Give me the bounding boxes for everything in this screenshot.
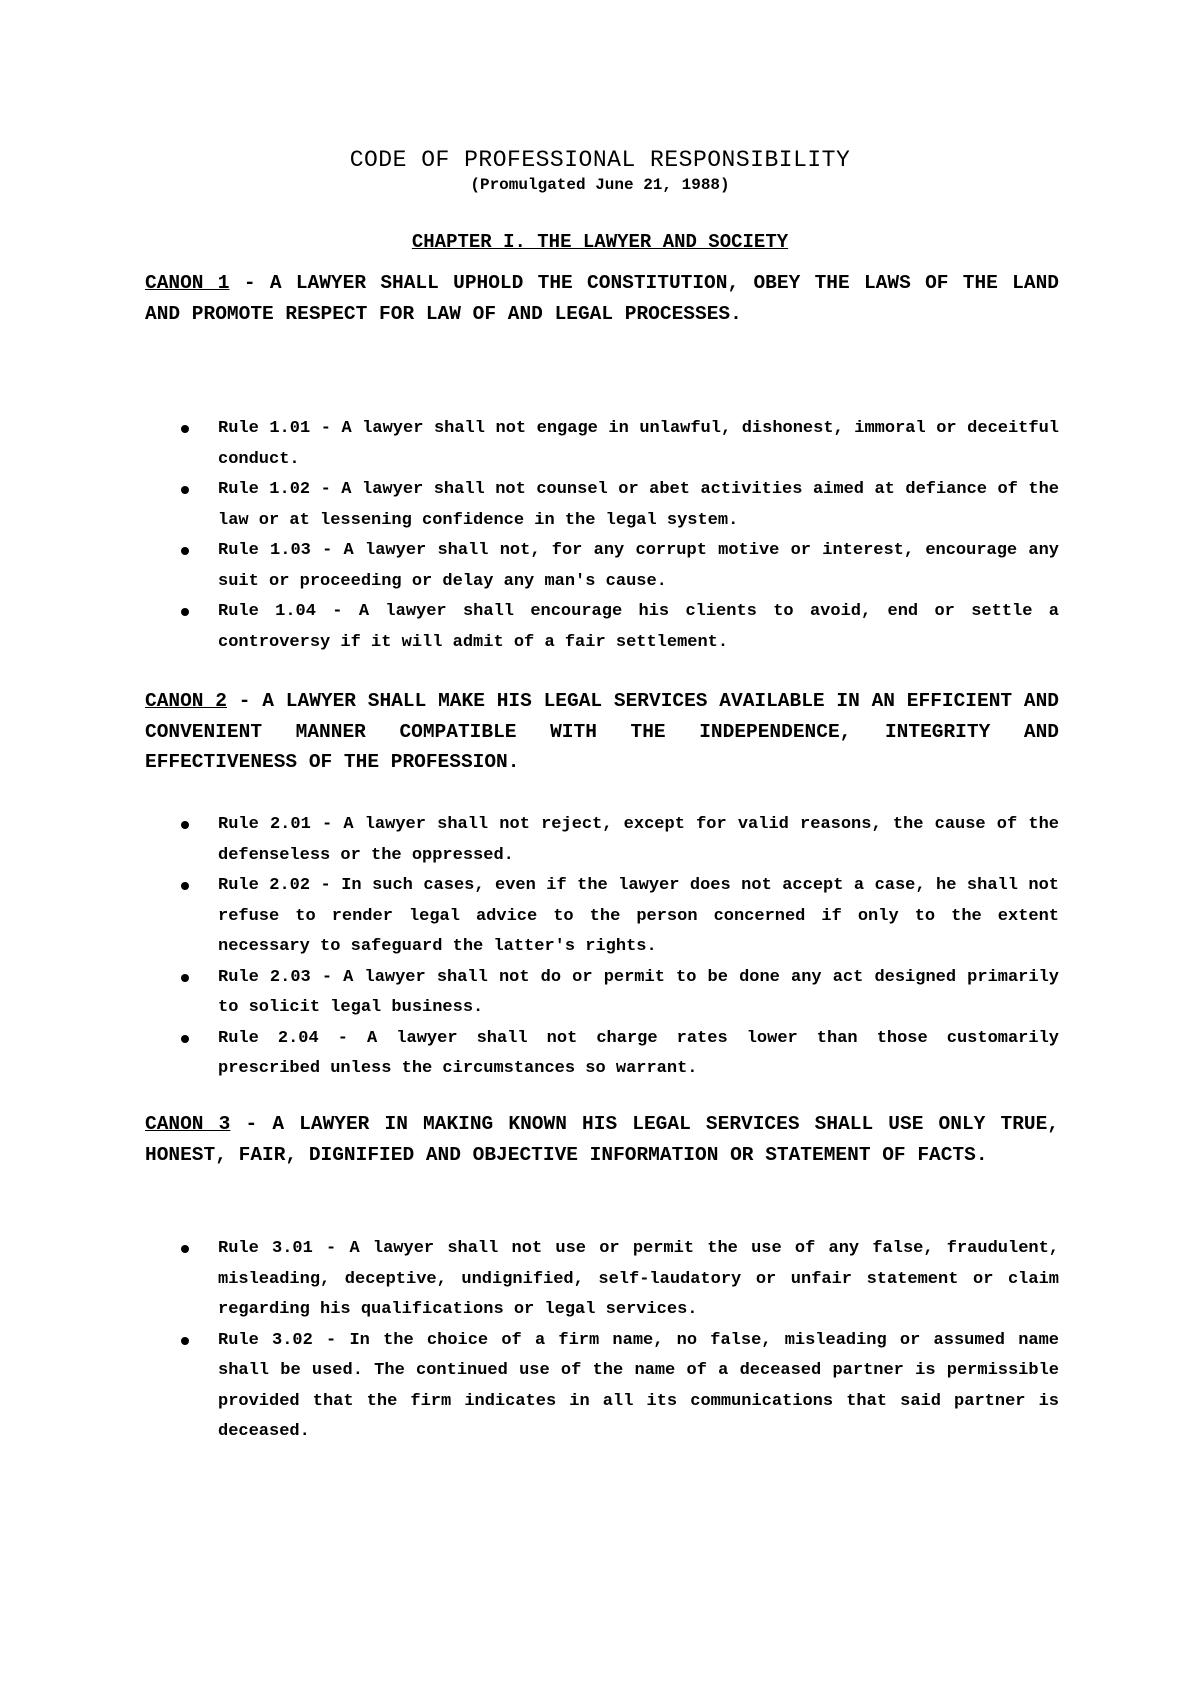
rule-1-01 bbox=[145, 414, 1059, 475]
canon-1-text: - A LAWYER SHALL UPHOLD THE CONSTITUTION, OBEY THE LAWS OF THE LAND AND PROMOTE RESPECT FOR LAW OF AND LEGAL PROCESSES. bbox=[145, 272, 1059, 325]
bullet-icon bbox=[181, 1035, 189, 1043]
bullet-icon bbox=[181, 821, 189, 829]
bullet-icon bbox=[181, 974, 189, 982]
canon-3-text: - A LAWYER IN MAKING KNOWN HIS LEGAL SERVICES SHALL USE ONLY TRUE, HONEST, FAIR, DIGNIFIED AND OBJECTIVE INFORMATION OR STATEMENT OF FACTS. bbox=[145, 1113, 1060, 1166]
rule-1-04 bbox=[145, 597, 1059, 658]
rule-3-02-text: Rule 3.02 - In the choice of a firm name, no false, misleading or assumed name shall be used. The continued use of the name of a deceased partner is permissible provided that the firm indicates in all its communications that said partner is deceased. bbox=[218, 1330, 1059, 1441]
rule-1-02-text: Rule 1.02 - A lawyer shall not counsel or abet activities aimed at defiance of the law or at lessening confidence in the legal system. bbox=[218, 480, 1059, 530]
canon-2-heading bbox=[145, 686, 1059, 778]
rule-2-04 bbox=[145, 1024, 1059, 1085]
bullet-icon bbox=[181, 1245, 189, 1253]
rule-1-03-text: Rule 1.03 - A lawyer shall not, for any corrupt motive or interest, encourage any suit or proceeding or delay any man's cause. bbox=[218, 541, 1059, 591]
rule-2-02-text: Rule 2.02 - In such cases, even if the lawyer does not accept a case, he shall not refuse to render legal advice to the person concerned if only to the extent necessary to safeguard the latter's rights. bbox=[218, 876, 1059, 956]
rule-3-01-text: Rule 3.01 - A lawyer shall not use or permit the use of any false, fraudulent, misleading, deceptive, undignified, self-laudatory or unfair statement or claim regarding his qualifications or legal services. bbox=[218, 1239, 1059, 1319]
rule-1-02 bbox=[145, 475, 1059, 536]
document-title: CODE OF PROFESSIONAL RESPONSIBILITY bbox=[349, 147, 851, 173]
chapter-heading-text: CHAPTER I. THE LAWYER AND SOCIETY bbox=[411, 231, 789, 253]
canon-3-rules bbox=[145, 1234, 1059, 1448]
bullet-icon bbox=[181, 608, 189, 616]
rule-1-01-text: Rule 1.01 - A lawyer shall not engage in unlawful, dishonest, immoral or deceitful conduct. bbox=[218, 419, 1059, 469]
chapter-heading bbox=[0, 230, 1200, 254]
rule-2-03-text: Rule 2.03 - A lawyer shall not do or permit to be done any act designed primarily to solicit legal business. bbox=[218, 967, 1059, 1017]
rule-2-03 bbox=[145, 963, 1059, 1024]
rule-3-02 bbox=[145, 1326, 1059, 1448]
canon-3-heading bbox=[145, 1109, 1059, 1170]
rule-2-02 bbox=[145, 871, 1059, 963]
bullet-icon bbox=[181, 547, 189, 555]
canon-1-rules bbox=[145, 414, 1059, 658]
canon-2-text: - A LAWYER SHALL MAKE HIS LEGAL SERVICES AVAILABLE IN AN EFFICIENT AND CONVENIENT MANNER COMPATIBLE WITH THE INDEPENDENCE, INTEGRITY AND EFFECTIVENESS OF THE PROFESSION. bbox=[145, 690, 1059, 773]
rule-1-04-text: Rule 1.04 - A lawyer shall encourage his clients to avoid, end or settle a controversy if it will admit of a fair settlement. bbox=[218, 602, 1059, 652]
canon-1-label: CANON 1 bbox=[145, 272, 230, 294]
rule-2-04-text: Rule 2.04 - A lawyer shall not charge rates lower than those customarily prescribed unless the circumstances so warrant. bbox=[218, 1028, 1059, 1078]
canon-2-label: CANON 2 bbox=[145, 690, 228, 712]
bullet-icon bbox=[181, 1337, 189, 1345]
canon-1-heading bbox=[145, 268, 1059, 329]
bullet-icon bbox=[181, 882, 189, 890]
canon-2-rules bbox=[145, 810, 1059, 1085]
canon-3-label: CANON 3 bbox=[145, 1113, 231, 1135]
rule-3-01 bbox=[145, 1234, 1059, 1326]
bullet-icon bbox=[181, 425, 189, 433]
document-subtitle: (Promulgated June 21, 1988) bbox=[470, 176, 730, 194]
bullet-icon bbox=[181, 486, 189, 494]
rule-1-03 bbox=[145, 536, 1059, 597]
rule-2-01-text: Rule 2.01 - A lawyer shall not reject, except for valid reasons, the cause of the defenseless or the oppressed. bbox=[218, 815, 1059, 865]
rule-2-01 bbox=[145, 810, 1059, 871]
